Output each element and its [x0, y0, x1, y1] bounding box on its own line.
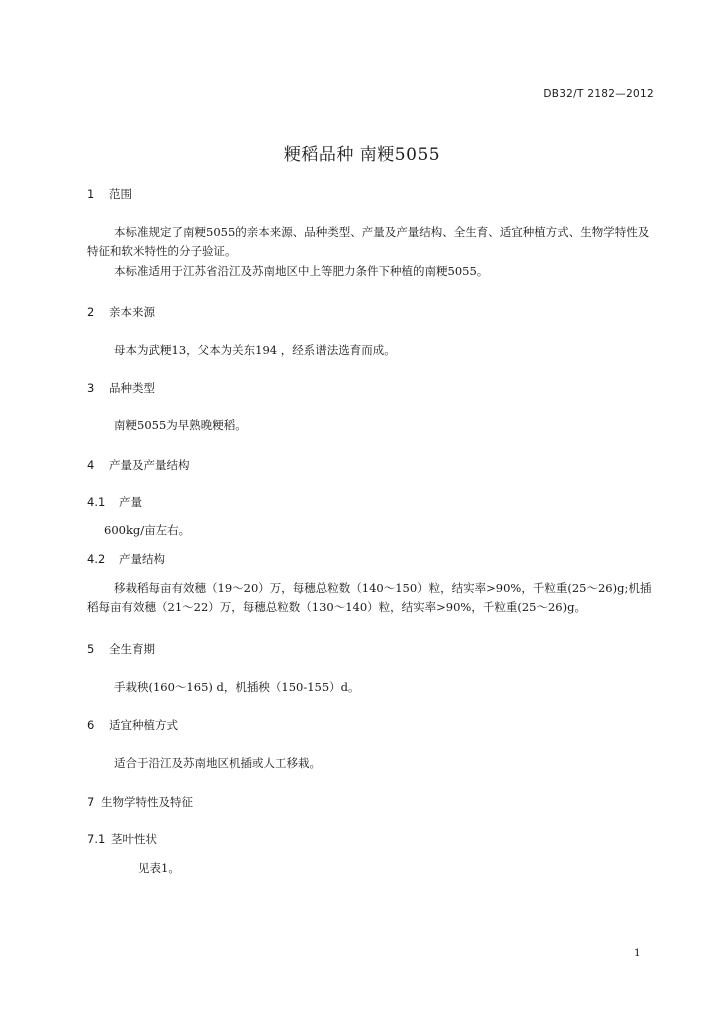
section-title: 全生育期: [109, 642, 155, 656]
section-3-heading: [87, 380, 657, 396]
document-title: 粳稻品种 南粳5055: [283, 145, 441, 165]
section-title: 产量及产量结构: [109, 458, 190, 472]
section-5-paragraph-1: 手栽秧(160～165) d，机插秧（150-155）d。: [114, 680, 360, 694]
subsection-4-1-heading: [87, 494, 657, 510]
section-title: 亲本来源: [109, 305, 155, 319]
section-number: 4: [87, 458, 95, 472]
section-5-heading: [87, 641, 657, 657]
section-6-heading: [87, 717, 657, 733]
section-title: 产量结构: [119, 552, 165, 566]
section-title: 生物学特性及特征: [101, 795, 193, 809]
standard-code: DB32/T 2182—2012: [543, 88, 654, 100]
section-title: 产量: [119, 495, 142, 509]
section-title: 茎叶性状: [111, 832, 157, 846]
section-6-paragraph-1: 适合于沿江及苏南地区机插或人工移栽。: [114, 756, 321, 770]
section-3-paragraph-1: 南粳5055为早熟晚粳稻。: [114, 418, 247, 432]
section-number: 6: [87, 718, 95, 732]
section-number: 2: [87, 305, 95, 319]
section-number: 5: [87, 642, 95, 656]
subsection-7-1-paragraph-1: 见表1。: [138, 861, 180, 875]
section-number: 7: [87, 795, 95, 809]
section-1-heading: [87, 186, 657, 202]
section-number: 4.2: [87, 552, 106, 566]
subsection-4-2-paragraph-1: 移栽稻每亩有效穗（19～20）万，每穗总粒数（140～150）粒，结实率>90%，千粒重(25～26)g;机插稻每亩有效穗（21～22）万，每穗总粒数（130～140）粒，结实率>90%，千粒重(25～26)g。: [87, 581, 652, 614]
section-number: 7.1: [87, 832, 106, 846]
subsection-4-2-heading: [87, 551, 657, 567]
section-title: 适宜种植方式: [109, 718, 178, 732]
section-number: 1: [87, 187, 95, 201]
section-2-paragraph-1: 母本为武粳13，父本为关东194 ，经系谱法选育而成。: [114, 343, 396, 357]
section-1-paragraph-2: 本标准适用于江苏省沿江及苏南地区中上等肥力条件下种植的南粳5055。: [114, 264, 489, 278]
section-title: 品种类型: [109, 381, 155, 395]
subsection-7-1-heading: [87, 831, 657, 847]
subsection-4-1-paragraph-1: 600kg/亩左右。: [104, 523, 191, 537]
section-1-paragraph-1: 本标准规定了南粳5055的亲本来源、品种类型、产量及产量结构、全生育、适宜种植方式、生物学特性及特征和软米特性的分子验证。: [87, 225, 650, 258]
section-title: 范围: [109, 187, 132, 201]
section-7-heading: [87, 794, 657, 810]
section-number: 3: [87, 381, 95, 395]
section-4-heading: [87, 457, 657, 473]
section-2-heading: [87, 304, 657, 320]
page-number: 1: [634, 947, 641, 959]
section-number: 4.1: [87, 495, 106, 509]
